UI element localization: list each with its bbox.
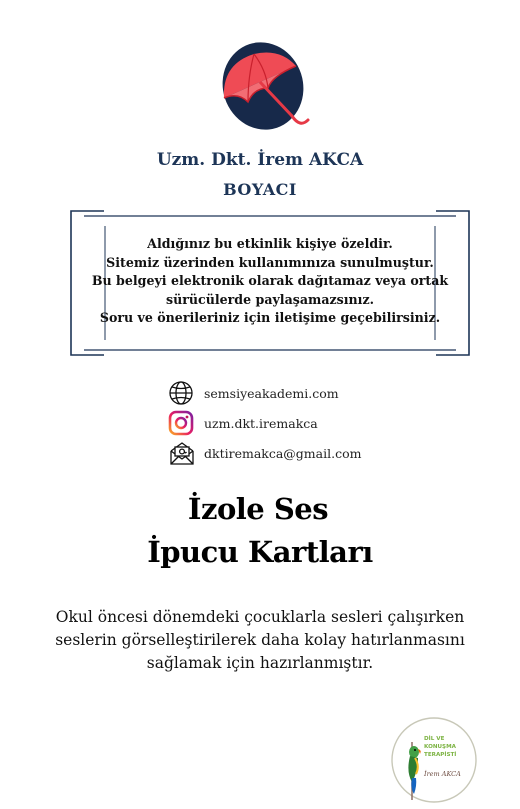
notice-line: Sitemiz üzerinden kullanımınıza sunulmuştur. bbox=[106, 254, 434, 270]
email-address[interactable]: dktiremakca@gmail.com bbox=[204, 445, 362, 461]
instagram-icon bbox=[168, 408, 198, 438]
website-link[interactable]: semsiyeakademi.com bbox=[204, 385, 339, 401]
description-line: sağlamak için hazırlanmıştır. bbox=[146, 654, 374, 672]
contact-website[interactable] bbox=[168, 378, 428, 408]
description-line: Okul öncesi dönemdeki çocuklarla sesleri çalışırken bbox=[55, 608, 465, 626]
description bbox=[20, 606, 500, 675]
badge-line1: DİL VE bbox=[424, 736, 445, 742]
email-icon bbox=[168, 438, 198, 468]
card-title-line2: İpucu Kartları bbox=[147, 535, 373, 569]
therapist-badge bbox=[390, 716, 478, 804]
contact-instagram[interactable] bbox=[168, 408, 428, 438]
badge-line3: TERAPİSTİ bbox=[424, 752, 457, 758]
badge-signature: İrem AKCA bbox=[424, 770, 461, 778]
notice-line: Aldığınız bu etkinlik kişiye özeldir. bbox=[147, 236, 393, 251]
author-surname: BOYACI bbox=[223, 180, 297, 199]
card-title-line1: İzole Ses bbox=[187, 492, 329, 526]
instagram-handle[interactable]: uzm.dkt.iremakca bbox=[204, 415, 318, 431]
badge-line2: KONUŞMA bbox=[424, 744, 456, 750]
contact-email[interactable] bbox=[168, 438, 428, 468]
usage-notice bbox=[78, 235, 462, 328]
contact-list bbox=[168, 378, 428, 468]
author-name: Uzm. Dkt. İrem AKCA bbox=[156, 150, 364, 170]
notice-line: sürücülerde paylaşamazsınız. bbox=[166, 291, 374, 307]
notice-line: Soru ve önerileriniz için iletişime geçebilirsiniz. bbox=[99, 310, 441, 326]
umbrella-logo bbox=[208, 36, 320, 136]
notice-line: Bu belgeyi elektronik olarak dağıtamaz veya ortak bbox=[91, 273, 449, 289]
description-line: seslerin görselleştirilerek daha kolay hatırlanmasını bbox=[55, 631, 465, 649]
globe-icon bbox=[168, 378, 198, 408]
